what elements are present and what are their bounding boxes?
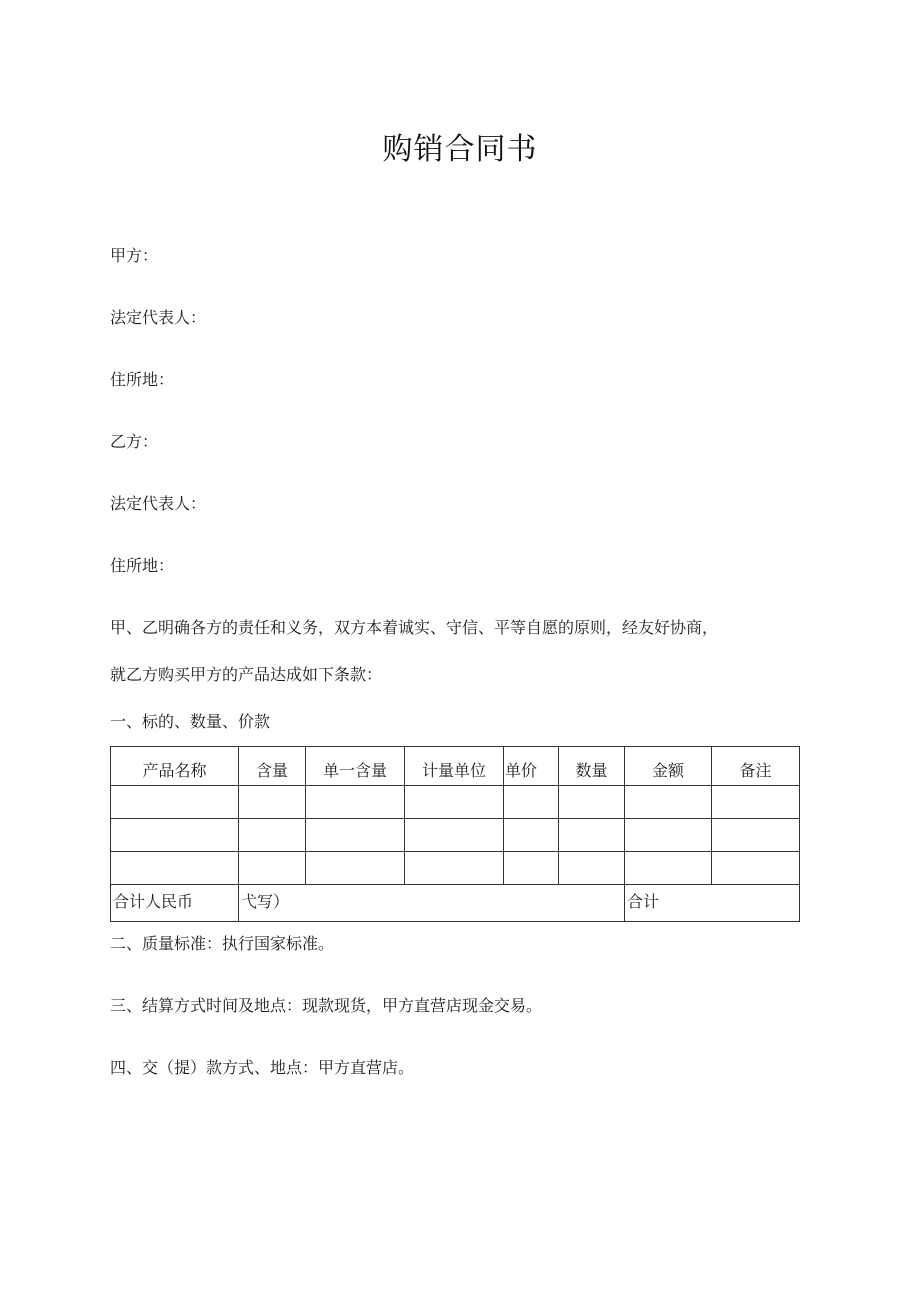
section-2-quality-standard: 二、质量标准：执行国家标准。 bbox=[110, 934, 335, 953]
header-unit-content: 单一含量 bbox=[306, 747, 405, 786]
table-cell bbox=[625, 819, 712, 852]
total-rmb-label: 合计人民币 bbox=[111, 885, 239, 922]
document-title: 购销合同书 bbox=[382, 132, 538, 167]
section-4-payment-method: 四、交（提）款方式、地点：甲方直营店。 bbox=[110, 1058, 415, 1077]
table-cell bbox=[504, 819, 559, 852]
header-quantity: 数量 bbox=[559, 747, 625, 786]
party-a-label: 甲方： bbox=[110, 246, 159, 265]
table-cell bbox=[625, 786, 712, 819]
table-cell bbox=[504, 852, 559, 885]
total-written-amount: 弋写） bbox=[239, 885, 625, 922]
table-cell bbox=[559, 786, 625, 819]
total-sum-label: 合计 bbox=[625, 885, 800, 922]
table-cell bbox=[405, 819, 504, 852]
party-a-representative-label: 法定代表人： bbox=[110, 308, 207, 327]
table-cell bbox=[111, 786, 239, 819]
table-cell bbox=[712, 852, 800, 885]
table-cell bbox=[306, 786, 405, 819]
table-cell bbox=[712, 819, 800, 852]
table-cell bbox=[111, 852, 239, 885]
table-cell bbox=[559, 852, 625, 885]
section-3-settlement: 三、结算方式时间及地点：现款现货，甲方直营店现金交易。 bbox=[110, 996, 543, 1015]
table-cell bbox=[405, 852, 504, 885]
table-cell bbox=[306, 819, 405, 852]
product-table bbox=[110, 746, 800, 922]
party-b-label: 乙方： bbox=[110, 432, 159, 451]
header-unit-price: 单价 bbox=[504, 747, 559, 786]
table-header-row bbox=[111, 747, 800, 786]
party-a-address-label: 住所地： bbox=[110, 370, 175, 389]
table-cell bbox=[239, 852, 306, 885]
table-cell bbox=[712, 786, 800, 819]
section-1-heading: 一、标的、数量、价款 bbox=[110, 712, 271, 731]
table-cell bbox=[625, 852, 712, 885]
table-total-row bbox=[111, 885, 800, 922]
header-product-name: 产品名称 bbox=[111, 747, 239, 786]
table-cell bbox=[239, 819, 306, 852]
table-cell bbox=[306, 852, 405, 885]
table-row bbox=[111, 852, 800, 885]
table-row bbox=[111, 786, 800, 819]
header-measure-unit: 计量单位 bbox=[405, 747, 504, 786]
intro-paragraph-line-1: 甲、乙明确各方的责任和义务，双方本着诚实、守信、平等自愿的原则，经友好协商， bbox=[110, 618, 719, 637]
table-cell bbox=[504, 786, 559, 819]
table-cell bbox=[239, 786, 306, 819]
table-cell bbox=[405, 786, 504, 819]
table-cell bbox=[559, 819, 625, 852]
intro-paragraph-line-2: 就乙方购买甲方的产品达成如下条款： bbox=[110, 665, 383, 684]
header-content: 含量 bbox=[239, 747, 306, 786]
table-cell bbox=[111, 819, 239, 852]
party-b-representative-label: 法定代表人： bbox=[110, 494, 207, 513]
header-amount: 金额 bbox=[625, 747, 712, 786]
table-row bbox=[111, 819, 800, 852]
header-remarks: 备注 bbox=[712, 747, 800, 786]
party-b-address-label: 住所地： bbox=[110, 556, 175, 575]
